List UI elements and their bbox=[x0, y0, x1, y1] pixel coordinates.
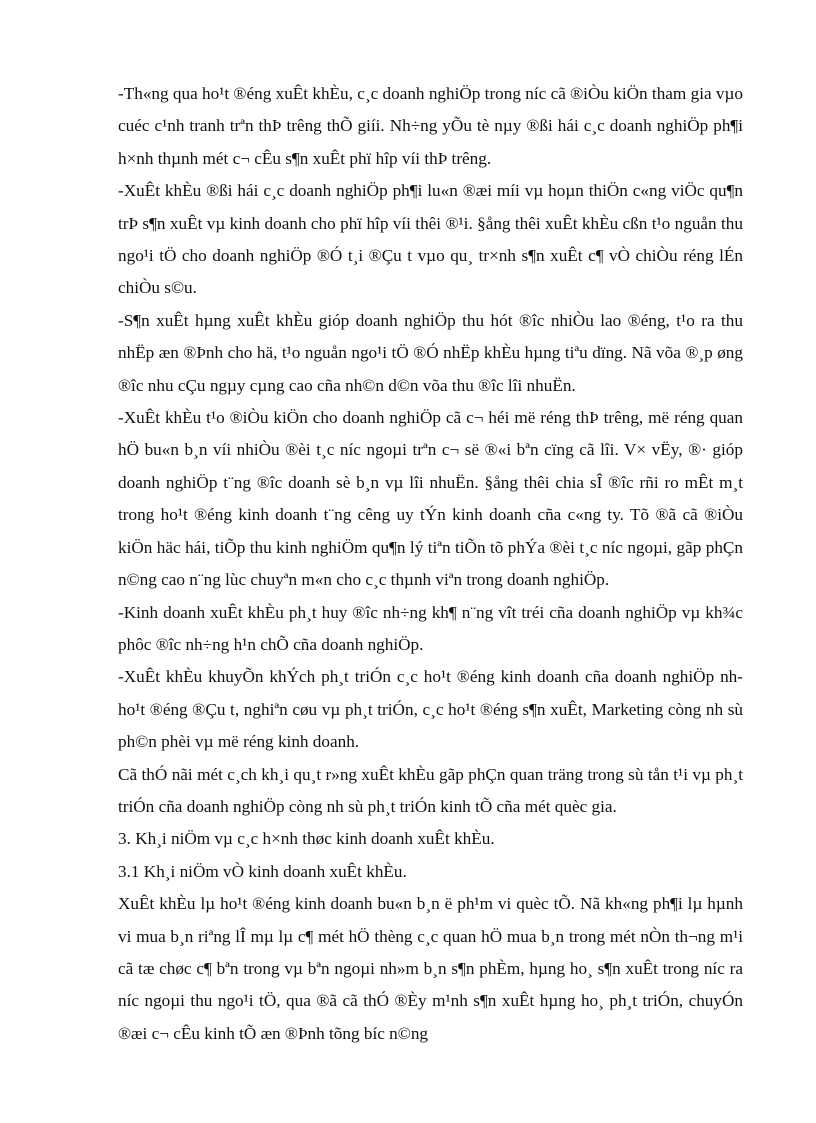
paragraph-export-labor: -S¶n xuÊt hµng xuÊt khÈu gióp doanh nghiÖp thu hót ®îc nhiÒu lao ®éng, t¹o ra thu nhËp æn ®Þnh cho hä, t¹o nguån ngo¹i tÖ ®Ó nhËp khÈu hµng tiªu dïng. Nã võa ®¸p øng ®îc nhu cÇu ngµy cµng cao cña nh©n d©n võa thu ®îc lîi nhuËn. bbox=[118, 310, 743, 395]
paragraph-export-competition: -Th«ng qua ho¹t ®éng xuÊt khÈu, c¸c doanh nghiÖp trong níc cã ®iÒu kiÖn tham gia vµo cuéc c¹nh tranh trªn thÞ trêng thÕ giíi. Nh÷ng yÕu tè nµy ®ßi hái c¸c doanh nghiÖp ph¶i h×nh thµnh mét c¬ cÊu s¶n xuÊt phï hîp víi thÞ trêng. bbox=[118, 84, 743, 168]
paragraph-export-market-expansion: -XuÊt khÈu t¹o ®iÒu kiÖn cho doanh nghiÖp cã c¬ héi më réng thÞ trêng, më réng quan hÖ bu«n b¸n víi nhiÒu ®èi t¸c níc ngoµi trªn c¬ së ®«i bªn cïng cã lîi. V× vËy, ®· gióp doanh nghiÖp t¨ng ®îc doanh sè b¸n vµ lîi nhuËn. §ång thêi chia sÎ ®îc rñi ro mÊt m¸t trong ho¹t ®éng kinh doanh t¨ng cêng uy tÝn kinh doanh cña c«ng ty. Tõ ®ã cã ®iÒu kiÖn häc hái, tiÕp thu kinh nghiÖm qu¶n lý tiªn tiÕn tõ phÝa ®èi t¸c níc ngoµi, gãp phÇn n©ng cao n¨ng lùc chuyªn m«n cho c¸c thµnh viªn trong doanh nghiÖp. bbox=[118, 408, 743, 590]
paragraph-conclusion: Cã thÓ nãi mét c¸ch kh¸i qu¸t r»ng xuÊt khÈu gãp phÇn quan träng trong sù tån t¹i vµ ph¸t triÓn cña doanh nghiÖp còng nh sù ph¸t triÓn kinh tÕ cña mét quèc gia. bbox=[118, 764, 743, 816]
paragraph-export-definition: XuÊt khÈu lµ ho¹t ®éng kinh doanh bu«n b¸n ë ph¹m vi quèc tÕ. Nã kh«ng ph¶i lµ hµnh vi mua b¸n riªng lÎ mµ lµ c¶ mét hÖ thèng c¸c quan hÖ mua b¸n trong mét nÒn th¬ng m¹i cã tæ chøc c¶ bªn trong vµ bªn ngoµi nh»m b¸n s¶n phÈm, hµng ho¸ s¶n xuÊt trong níc ra níc ngoµi thu ngo¹i tÖ, qua ®ã cã thÓ ®Èy m¹nh s¶n xuÊt hµng ho¸ ph¸t triÓn, chuyÓn ®æi c¬ cÊu kinh tÕ æn ®Þnh tõng bíc n©ng bbox=[118, 894, 743, 1043]
section-heading-3-1: 3.1 Kh¸i niÖm vÒ kinh doanh xuÊt khÈu. bbox=[118, 861, 407, 881]
paragraph-export-strengths: -Kinh doanh xuÊt khÈu ph¸t huy ®îc nh÷ng kh¶ n¨ng vît tréi cña doanh nghiÖp vµ kh¾c phôc ®îc nh÷ng h¹n chÕ cña doanh nghiÖp. bbox=[118, 602, 743, 654]
document-page bbox=[118, 78, 743, 1050]
paragraph-export-management: -XuÊt khÈu ®ßi hái c¸c doanh nghiÖp ph¶i lu«n ®æi míi vµ hoµn thiÖn c«ng viÖc qu¶n trÞ s¶n xuÊt vµ kinh doanh cho phï hîp víi thêi ®¹i. §ång thêi xuÊt khÈu cßn t¹o nguån thu ngo¹i tÖ cho doanh nghiÖp ®Ó t¸i ®Çu t vµo qu¸ tr×nh s¶n xuÊt c¶ vÒ chiÒu réng lÉn chiÒu s©u. bbox=[118, 181, 743, 298]
section-heading-3: 3. Kh¸i niÖm vµ c¸c h×nh thøc kinh doanh xuÊt khÈu. bbox=[118, 829, 495, 849]
paragraph-export-development: -XuÊt khÈu khuyÕn khÝch ph¸t triÓn c¸c ho¹t ®éng kinh doanh cña doanh nghiÖp nh ho¹t ®éng ®Çu t, nghiªn cøu vµ ph¸t triÓn, c¸c ho¹t ®éng s¶n xuÊt, Marketing còng nh sù ph©n phèi vµ më réng kinh doanh. bbox=[118, 667, 743, 752]
